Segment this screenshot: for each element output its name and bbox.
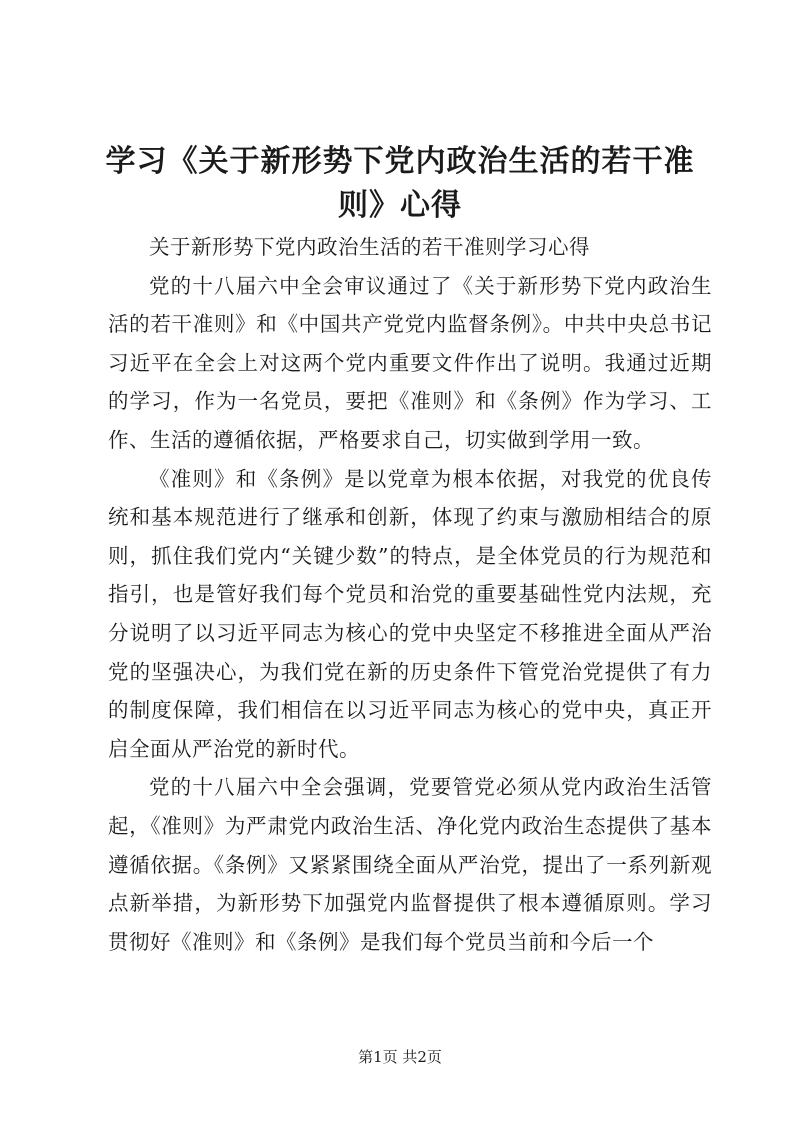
- paragraph-subtitle: 关于新形势下党内政治生活的若干准则学习心得: [149, 235, 590, 259]
- paragraph: 党的十八届六中全会强调，党要管党必须从党内政治生活管起，《准则》为严肃党内政治生活、净化党内政治生态提供了基本遵循依据。《条例》又紧紧围绕全面从严治党，提出了一系列新观点新举措，为新形势下加强党内监督提供了根本遵循原则。学习贯彻好《准则》和《条例》是我们每个党员当前和今后一个: [108, 775, 712, 954]
- paragraph: 《准则》和《条例》是以党章为根本依据，对我党的优良传统和基本规范进行了继承和创新，体现了约束与激励相结合的原则，抓住我们党内“关键少数”的特点，是全体党员的行为规范和指引，也是管好我们每个党员和治党的重要基础性党内法规，充分说明了以习近平同志为核心的党中央坚定不移推进全面从严治党的坚强决心，为我们党在新的历史条件下管党治党提供了有力的制度保障，我们相信在以习近平同志为核心的党中央，真正开启全面从严治党的新时代。: [108, 466, 712, 761]
- paragraph: 党的十八届六中全会审议通过了《关于新形势下党内政治生活的若干准则》和《中国共产党党内监督条例》。中共中央总书记习近平在全会上对这两个党内重要文件作出了说明。我通过近期的学习，作为一名党员，要把《准则》和《条例》作为学习、工作、生活的遵循依据，严格要求自己，切实做到学用一致。: [108, 273, 712, 452]
- page-number-footer: 第1页 共2页: [358, 1048, 442, 1066]
- document-body: [108, 228, 712, 961]
- document-title: 学习《关于新形势下党内政治生活的若干准则》心得: [105, 144, 695, 223]
